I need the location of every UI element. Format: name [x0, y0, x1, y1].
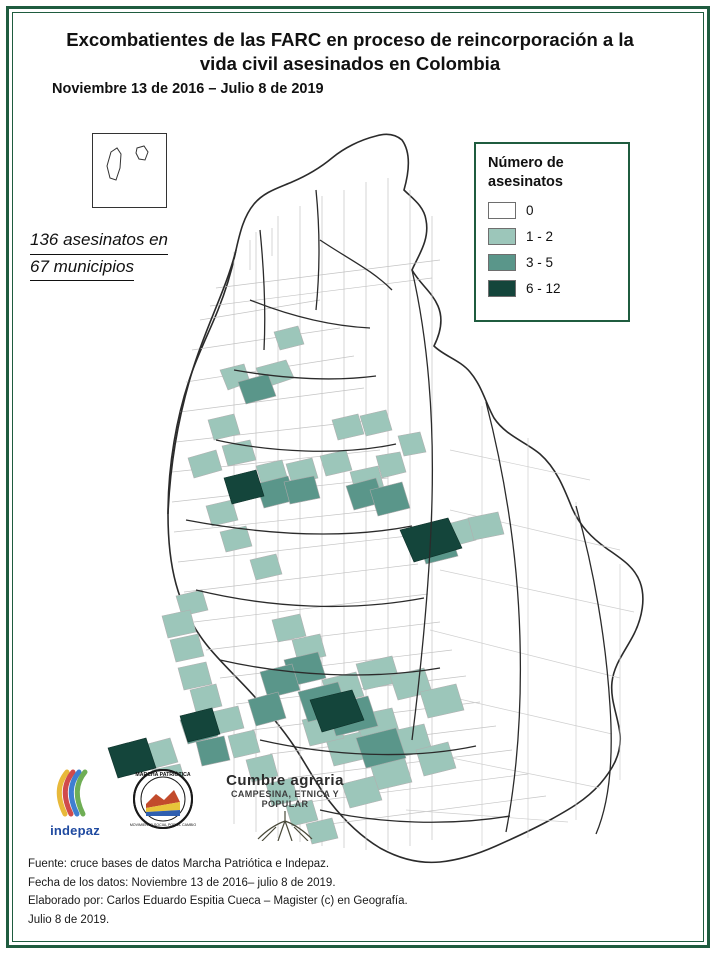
legend-title [488, 154, 616, 192]
footer-credits [28, 855, 648, 930]
page-title-line1: Excombatientes de las FARC en proceso de reincorporación a la [66, 29, 634, 50]
legend-swatch-0 [488, 202, 516, 219]
page-subtitle: Noviembre 13 de 2016 – Julio 8 de 2019 [52, 80, 324, 97]
stat-line1: 136 asesinatos en [30, 228, 168, 255]
footer-line-published: Julio 8 de 2019. [28, 913, 110, 926]
legend-swatch-3 [488, 280, 516, 297]
marcha-seal-text: MARCHA PATRIÓTICA [135, 772, 191, 778]
marcha-patriotica-seal-icon [122, 768, 204, 830]
stat-line2: 67 municipios [30, 255, 134, 282]
legend-title-line1: Número de [488, 155, 564, 171]
roots-icon [240, 811, 330, 841]
legend-label-2: 3 - 5 [526, 254, 554, 270]
marcha-seal-subtext: MOVIMIENTO SOCIAL POR EL CAMBIO [129, 823, 197, 827]
legend-item-1 [488, 228, 616, 245]
footer-line-author: Elaborado por: Carlos Eduardo Espitia Cueca – Magister (c) en Geografía. [28, 895, 408, 908]
legend-label-0: 0 [526, 202, 534, 218]
legend-item-2 [488, 254, 616, 271]
logo-indepaz [36, 768, 114, 838]
ribbon-icon [47, 768, 103, 818]
logo-indepaz-caption: indepaz [50, 823, 100, 838]
title-block [40, 28, 660, 97]
footer-line-date: Fecha de los datos: Noviembre 13 de 2016– julio 8 de 2019. [28, 876, 336, 889]
legend-title-line2: asesinatos [488, 173, 563, 190]
cumbre-subtitle: CAMPESINA, ETNICA Y POPULAR [230, 789, 340, 809]
footer-line-source: Fuente: cruce bases de datos Marcha Patriótica e Indepaz. [28, 858, 330, 870]
logo-cumbre-agraria [215, 772, 355, 830]
logos-row [30, 768, 350, 846]
legend-item-3 [488, 280, 616, 297]
page-title-line2: vida civil asesinados en Colombia [199, 53, 501, 75]
logo-marcha-patriotica [122, 768, 204, 830]
cumbre-title: Cumbre agraria [226, 772, 344, 789]
legend-item-0 [488, 202, 616, 219]
legend-label-1: 1 - 2 [526, 228, 554, 244]
legend-swatch-2 [488, 254, 516, 271]
legend-swatch-1 [488, 228, 516, 245]
legend [474, 142, 630, 322]
legend-label-3: 6 - 12 [526, 280, 561, 296]
